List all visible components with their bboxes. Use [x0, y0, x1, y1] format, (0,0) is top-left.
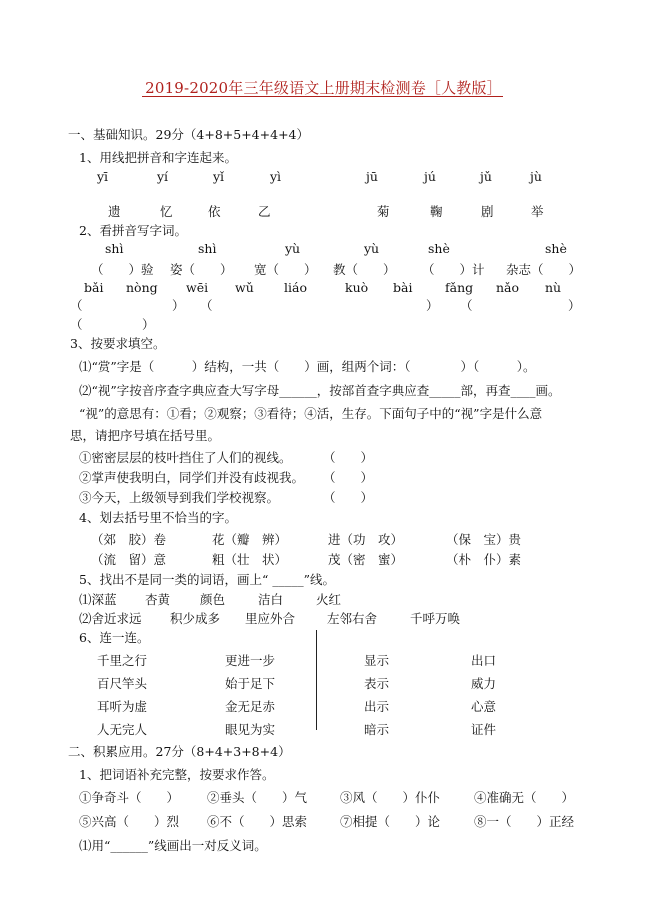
- s2-q1-r2-c1: ⑤兴高（ ）烈: [79, 814, 180, 829]
- char-yi-memory: 忆: [160, 204, 173, 219]
- q5-r1-w4: 洁白: [258, 592, 284, 607]
- char-yi: 遗: [108, 204, 121, 219]
- q6-right-b-1: 出口: [471, 653, 497, 668]
- bracket-open-1: （: [70, 298, 83, 313]
- blank-za-zhi-she: 杂志（ ）: [506, 262, 582, 277]
- blank-shi-yan: （ ）验: [91, 262, 154, 277]
- q5-r1-w3: 颜色: [200, 592, 226, 607]
- s2-q1-r2-c2: ⑥不（ ）思索: [207, 814, 308, 829]
- q5-r2-w2: 积少成多: [170, 611, 221, 626]
- q5-r2-w1: ⑵舍近求远: [79, 611, 142, 626]
- q5-label: 5、找出不是同一类的词语，画上“ _____”线。: [79, 572, 335, 587]
- s2-q1-r2-c3: ⑦相提（ ）论: [340, 814, 441, 829]
- pinyin-bai: bǎi: [84, 280, 104, 295]
- q6-right-b-3: 心意: [471, 699, 497, 714]
- q6-left-b-1: 更进一步: [225, 653, 276, 668]
- pinyin-nu: nù: [545, 280, 562, 295]
- bracket-close-3: ）: [568, 298, 581, 313]
- q6-left-b-4: 眼见为实: [225, 722, 276, 737]
- pinyin-ju1: jū: [366, 169, 378, 184]
- q4-r1-c2: 花（瓣 辨）: [212, 532, 288, 547]
- q3-line1: ⑴“赏”字是（ ）结构，一共（ ）画，组两个词：（ ）（ ）。: [79, 359, 536, 374]
- pinyin-yu1: yù: [285, 241, 301, 256]
- char-ju-drama: 剧: [481, 204, 494, 219]
- char-ju-raise: 举: [531, 204, 544, 219]
- q3-item2: ②掌声使我明白，同学们并没有歧视我。: [79, 470, 305, 485]
- q3-item2-blank: （ ）: [323, 470, 374, 485]
- q5-r1-w5: 火红: [316, 592, 342, 607]
- q3-line3: “视”的意思有：①看；②观察；③看待；④活，生存。下面句子中的“视”字是什么意: [79, 406, 543, 421]
- char-ju-bow: 鞠: [430, 204, 443, 219]
- q6-left-a-4: 人无完人: [97, 722, 148, 737]
- s2-q1-instruction: ⑴用“______”线画出一对反义词。: [79, 838, 267, 853]
- s2-q1-r2-c4: ⑧一（ ）正经: [474, 814, 575, 829]
- pinyin-she1: shè: [428, 241, 450, 256]
- q1-label: 1、用线把拼音和字连起来。: [79, 150, 237, 165]
- q4-r2-c1: （流 留）意: [91, 552, 167, 567]
- s2-q1-label: 1、把词语补充完整，按要求作答。: [79, 767, 275, 782]
- pinyin-she2: shè: [545, 241, 567, 256]
- q3-item3-blank: （ ）: [323, 490, 374, 505]
- q3-label: 3、按要求填空。: [70, 336, 166, 351]
- q6-left-a-2: 百尺竿头: [97, 676, 148, 691]
- q6-right-a-1: 显示: [364, 653, 390, 668]
- q3-item3: ③今天，上级领导到我们学校视察。: [79, 490, 280, 505]
- bracket-open-4: （: [70, 317, 83, 332]
- pinyin-fang: fǎng: [445, 280, 474, 295]
- q4-r1-c1: （郊 胶）卷: [91, 532, 167, 547]
- q4-r1-c3: 进（功 攻）: [328, 532, 404, 547]
- pinyin-nong: nòng: [126, 280, 158, 295]
- pinyin-shi2: shì: [198, 241, 217, 256]
- bracket-close-2: ）: [426, 298, 439, 313]
- bracket-open-3: （: [460, 298, 473, 313]
- bracket-open-2: （: [200, 298, 213, 313]
- s2-q1-r1-c1: ①争奇斗（ ）: [79, 790, 180, 805]
- pinyin-kuo: kuò: [345, 280, 369, 295]
- q5-r2-w4: 左邻右舍: [327, 611, 378, 626]
- bracket-close-4: ）: [142, 317, 155, 332]
- q6-left-a-1: 千里之行: [97, 653, 148, 668]
- char-yi-second: 乙: [258, 204, 271, 219]
- q4-r2-c2: 粗（壮 状）: [212, 552, 288, 567]
- q5-r1-w1: ⑴深蓝: [79, 592, 117, 607]
- pinyin-wei: wēi: [186, 280, 209, 295]
- q6-right-a-2: 表示: [364, 676, 390, 691]
- section1-heading: 一、基础知识。29分（4+8+5+4+4+4）: [68, 127, 309, 142]
- q6-left-b-2: 始于足下: [225, 676, 276, 691]
- pinyin-ju3: jǔ: [480, 169, 492, 184]
- char-yi-rely: 依: [208, 204, 221, 219]
- section2-heading: 二、积累应用。27分（8+4+3+8+4）: [68, 744, 291, 759]
- bracket-close-1: ）: [172, 298, 185, 313]
- pinyin-liao: liáo: [284, 280, 307, 295]
- q5-r2-w5: 千呼万唤: [410, 611, 461, 626]
- q4-r2-c4: （朴 仆）素: [446, 552, 522, 567]
- blank-she-ji: （ ）计: [422, 262, 485, 277]
- char-ju-chrysanthemum: 菊: [377, 204, 390, 219]
- pinyin-yi2: yí: [157, 169, 169, 184]
- q6-left-b-3: 金无足赤: [225, 699, 276, 714]
- pinyin-wu: wǔ: [235, 280, 254, 295]
- q6-right-b-2: 威力: [471, 676, 497, 691]
- blank-jiao-yu: 教（ ）: [333, 262, 396, 277]
- q5-r2-w3: 里应外合: [245, 611, 296, 626]
- blank-kuan-yu: 宽（ ）: [254, 262, 317, 277]
- q4-r1-c4: （保 宝）贵: [446, 532, 522, 547]
- pinyin-ju4: jù: [530, 169, 542, 184]
- q5-r1-w2: 杏黄: [145, 592, 171, 607]
- q6-label: 6、连一连。: [79, 630, 150, 645]
- pinyin-nao: nǎo: [496, 280, 520, 295]
- pinyin-yi4: yì: [270, 169, 282, 184]
- pinyin-shi1: shì: [105, 241, 124, 256]
- q3-item1: ①密密层层的枝叶挡住了人们的视线。: [79, 450, 292, 465]
- pinyin-bai2: bài: [393, 280, 413, 295]
- pinyin-ju2: jú: [424, 169, 436, 184]
- q6-divider: [316, 630, 317, 730]
- pinyin-yu2: yù: [364, 241, 380, 256]
- q2-label: 2、看拼音写字词。: [79, 223, 187, 238]
- q6-right-a-3: 出示: [364, 699, 390, 714]
- q3-line4: 思，请把序号填在括号里。: [70, 428, 221, 443]
- q3-line2: ⑵“视”字按音序查字典应查大写字母______，按部首查字典应查_____部，再查____画。: [79, 383, 561, 398]
- q4-r2-c3: 茂（密 蜜）: [328, 552, 404, 567]
- blank-zi-shi: 姿（ ）: [170, 262, 233, 277]
- q6-right-a-4: 暗示: [364, 722, 390, 737]
- s2-q1-r1-c2: ②垂头（ ）气: [207, 790, 308, 805]
- q6-left-a-3: 耳听为虚: [97, 699, 148, 714]
- document-title: 2019-2020年三年级语文上册期末检测卷［人教版］: [145, 79, 502, 97]
- pinyin-yi3: yǐ: [213, 169, 225, 184]
- q3-item1-blank: （ ）: [323, 450, 374, 465]
- q6-right-b-4: 证件: [471, 722, 497, 737]
- pinyin-yi1: yī: [97, 169, 109, 184]
- q4-label: 4、划去括号里不恰当的字。: [79, 510, 237, 525]
- s2-q1-r1-c3: ③风（ ）仆仆: [340, 790, 441, 805]
- s2-q1-r1-c4: ④准确无（ ）: [474, 790, 575, 805]
- title-underline: [142, 96, 503, 97]
